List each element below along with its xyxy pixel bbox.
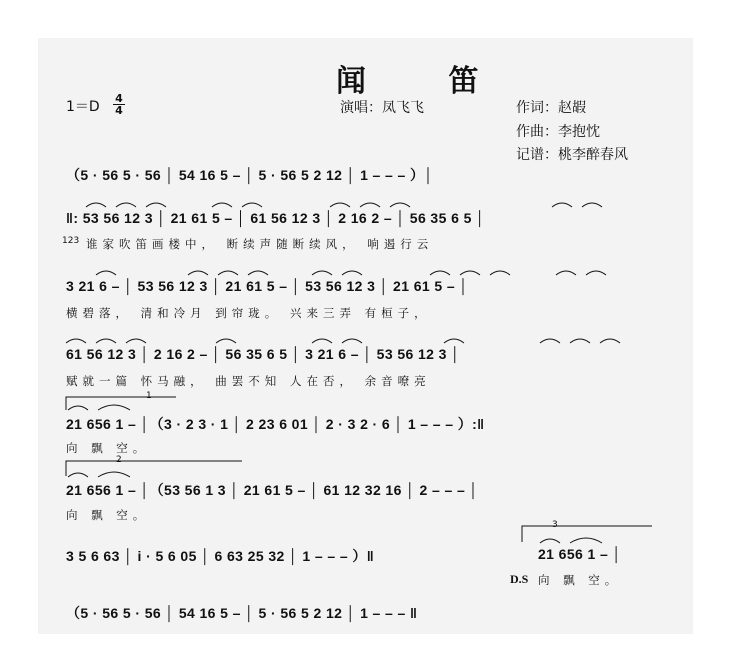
- lyricist-credit: 作词：赵嘏: [516, 100, 586, 116]
- transcriber-credit: 记谱：桃李醉春风: [516, 147, 628, 163]
- lyric-line-4: 赋就一篇 怀马融， 曲罢不知 人在否， 余音嘹亮: [66, 374, 431, 388]
- composer-credit: 作曲：李抱忱: [516, 124, 600, 140]
- score-line-5: 21 656 1 – │（3 · 2 3 · 1 │ 2 23 6 01 │ 2 · 3 2 · 6 │ 1 – – – ）:‖: [66, 416, 485, 432]
- dal-segno-label: D.S: [510, 572, 529, 586]
- second-ending-number: 2: [116, 455, 122, 465]
- time-signature: [112, 94, 126, 115]
- coda-line: 21 656 1 – │: [538, 546, 622, 562]
- score-line-3: 3 21 6 – │ 53 56 12 3 │ 21 61 5 – │ 53 56 12 3 │ 21 61 5 – │: [66, 278, 469, 294]
- key-signature: 1＝D: [66, 99, 100, 115]
- first-ending-number: 1: [146, 391, 152, 401]
- score-line-2: ‖: 53 56 12 3 │ 21 61 5 – │ 61 56 12 3 │ 2 16 2 – │ 56 35 6 5 │: [66, 210, 486, 226]
- song-title: 闻 笛: [336, 64, 515, 99]
- lyric-line-2: 谁家吹笛画楼中， 断续声随断续风， 响遏行云: [86, 237, 434, 251]
- intro-line: （5 · 56 5 · 56 │ 54 16 5 – │ 5 · 56 5 2 12 │ 1 – – – ）│: [66, 167, 434, 183]
- score-line-6: 21 656 1 – │（53 56 1 3 │ 21 61 5 – │ 61 12 32 16 │ 2 – – – │: [66, 482, 479, 498]
- time-signature-bottom: 4: [115, 104, 123, 117]
- lyric-line-5: 向 飘 空。: [66, 441, 150, 455]
- outro-line: （5 · 56 5 · 56 │ 54 16 5 – │ 5 · 56 5 2 12 │ 1 – – – ‖: [66, 605, 418, 621]
- score-line-7: 3 5 6 63 │ i · 5 6 05 │ 6 63 25 32 │ 1 – – – ）‖: [66, 548, 375, 564]
- time-signature-top: 4: [115, 92, 123, 105]
- lyric-line-3: 横碧落， 清和冷月 到帘珑。 兴来三弄 有桓子，: [66, 306, 431, 320]
- score-line-4: 61 56 12 3 │ 2 16 2 – │ 56 35 6 5 │ 3 21 6 – │ 53 56 12 3 │: [66, 346, 461, 362]
- verse-mark: 123: [62, 236, 80, 246]
- coda-lyric: 向 飘 空。: [538, 573, 622, 587]
- third-ending-number: 3: [552, 520, 558, 530]
- lyric-line-6: 向 飘 空。: [66, 508, 150, 522]
- singer-credit: 演唱：凤飞飞: [340, 100, 424, 116]
